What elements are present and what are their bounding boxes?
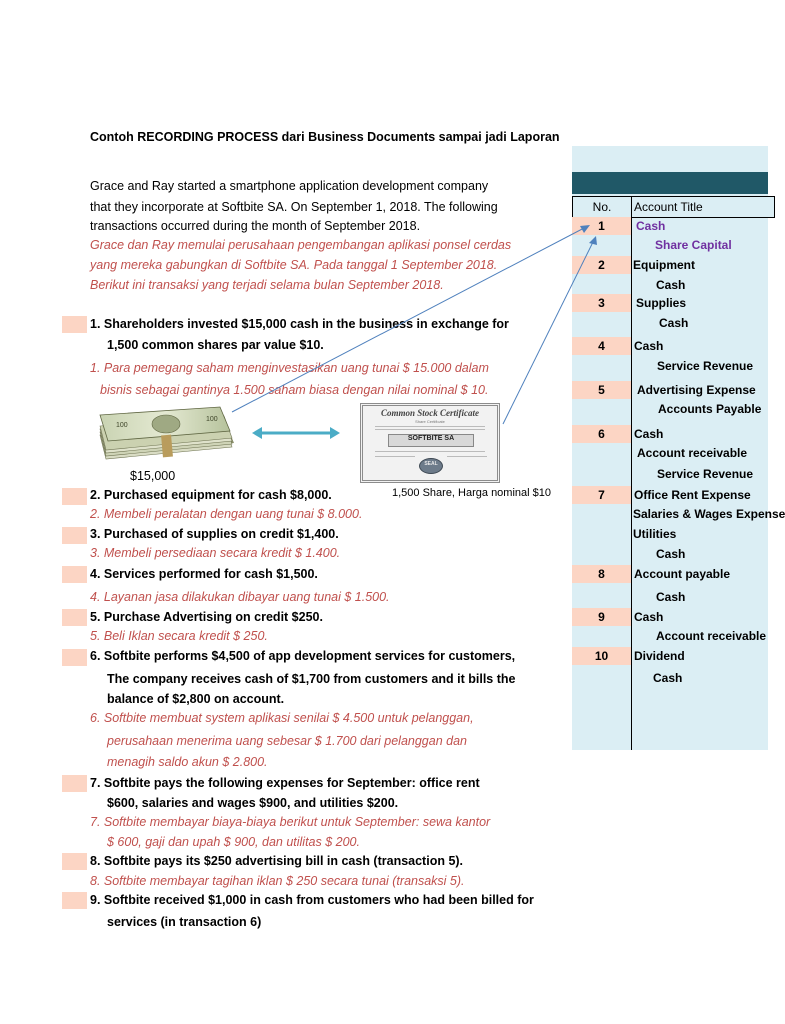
transaction-1-en-line-2: 1,500 common shares par value $10. — [107, 338, 324, 352]
journal-account: Cash — [634, 610, 664, 624]
arrow-head-icon — [589, 236, 597, 245]
transaction-7-id-line-2: $ 600, gaji dan upah $ 900, dan utilitas $ 200. — [107, 835, 360, 849]
journal-account: Cash — [636, 219, 666, 233]
journal-account: Supplies — [636, 296, 687, 310]
intro-en-line-2: that they incorporate at Softbite SA. On September 1, 2018. The following — [90, 200, 498, 214]
svg-text:100: 100 — [206, 416, 218, 423]
journal-account: Salaries & Wages Expense — [633, 507, 785, 521]
transaction-3-en: 3. Purchased of supplies on credit $1,400. — [90, 527, 339, 541]
journal-account: Service Revenue — [657, 359, 754, 373]
transaction-6-en-line-2: The company receives cash of $1,700 from customers and it bills the — [107, 672, 516, 686]
journal-account: Cash — [656, 547, 686, 561]
journal-account: Office Rent Expense — [634, 488, 751, 502]
journal-account: Advertising Expense — [637, 383, 756, 397]
transaction-6-en-line-1: 6. Softbite performs $4,500 of app development services for customers, — [90, 649, 516, 663]
transaction-9-en-line-1: 9. Softbite received $1,000 in cash from customers who had been billed for — [90, 893, 534, 907]
intro-id-line-2: yang mereka gabungkan di Softbite SA. Pada tanggal 1 September 2018. — [90, 258, 498, 272]
journal-row-no: 9 — [598, 610, 605, 624]
certificate-title: Common Stock Certificate — [381, 408, 479, 418]
journal-account: Cash — [659, 316, 689, 330]
journal-account: Cash — [656, 590, 686, 604]
money-caption: $15,000 — [130, 469, 176, 483]
transaction-6-id-line-3: menagih saldo akun $ 2.800. — [107, 755, 268, 769]
transaction-2-id: 2. Membeli peralatan dengan uang tunai $ 8.000. — [90, 507, 363, 521]
page-title: Contoh RECORDING PROCESS dari Business Documents sampai jadi Laporan — [90, 130, 560, 144]
transaction-2-en: 2. Purchased equipment for cash $8,000. — [90, 488, 332, 502]
transaction-5-id: 5. Beli Iklan secara kredit $ 250. — [90, 629, 268, 643]
journal-account: Accounts Payable — [658, 402, 762, 416]
certificate-subtitle: Share Certificate — [415, 419, 445, 424]
transaction-3-id: 3. Membeli persediaan secara kredit $ 1.400. — [90, 546, 341, 560]
journal-row-no: 4 — [598, 339, 605, 353]
certificate-caption: 1,500 Share, Harga nominal $10 — [392, 487, 551, 499]
journal-account: Equipment — [633, 258, 695, 272]
journal-row-no: 3 — [598, 296, 605, 310]
transaction-1-en-line-1: 1. Shareholders invested $15,000 cash in the business in exchange for — [90, 317, 509, 331]
certificate-seal: SEAL — [424, 461, 438, 467]
journal-row-no: 10 — [594, 649, 609, 663]
transaction-9-en-line-2: services (in transaction 6) — [107, 915, 262, 929]
journal-row-no: 6 — [598, 427, 605, 441]
transaction-7-en-line-1: 7. Softbite pays the following expenses for September: office rent — [90, 776, 480, 790]
journal-account: Cash — [656, 278, 686, 292]
journal-account: Account receivable — [656, 629, 767, 643]
journal-row-no: 1 — [598, 219, 605, 233]
transaction-1-id-line-1: 1. Para pemegang saham menginvestasikan uang tunai $ 15.000 dalam — [90, 361, 489, 375]
journal-account: Cash — [653, 671, 683, 685]
transaction-6-id-line-1: 6. Softbite membuat system aplikasi senilai $ 4.500 untuk pelanggan, — [90, 711, 474, 725]
journal-account: Account receivable — [637, 446, 748, 460]
intro-en-line-1: Grace and Ray started a smartphone application development company — [90, 179, 489, 193]
journal-account: Cash — [634, 427, 664, 441]
journal-account: Cash — [634, 339, 664, 353]
transaction-5-en: 5. Purchase Advertising on credit $250. — [90, 610, 323, 624]
intro-id-line-1: Grace dan Ray memulai perusahaan pengembangan aplikasi ponsel cerdas — [90, 238, 512, 252]
intro-id-line-3: Berikut ini transaksi yang terjadi selama bulan September 2018. — [90, 278, 444, 292]
transaction-4-id: 4. Layanan jasa dilakukan dibayar uang tunai $ 1.500. — [90, 590, 390, 604]
transaction-8-en: 8. Softbite pays its $250 advertising bill in cash (transaction 5). — [90, 854, 464, 868]
journal-account: Account payable — [634, 567, 731, 581]
transaction-7-id-line-1: 7. Softbite membayar biaya-biaya berikut untuk September: sewa kantor — [90, 815, 491, 829]
transaction-8-id: 8. Softbite membayar tagihan iklan $ 250 secara tunai (transaksi 5). — [90, 874, 465, 888]
journal-col-no: No. — [572, 196, 632, 218]
transaction-4-en: 4. Services performed for cash $1,500. — [90, 567, 318, 581]
journal-account: Service Revenue — [657, 467, 754, 481]
certificate-company: SOFTBITE SA — [407, 435, 455, 442]
journal-account: Share Capital — [655, 238, 732, 252]
journal-account: Dividend — [634, 649, 685, 663]
journal-col-account: Account Title — [631, 196, 775, 218]
journal-row-no: 8 — [598, 567, 605, 581]
journal-row-no: 5 — [598, 383, 605, 397]
transaction-1-id-line-2: bisnis sebagai gantinya 1.500 saham biasa dengan nilai nominal $ 10. — [100, 383, 489, 397]
journal-account: Utilities — [633, 527, 677, 541]
journal-row-no: 7 — [598, 488, 605, 502]
svg-text:100: 100 — [116, 422, 128, 429]
transaction-6-en-line-3: balance of $2,800 on account. — [107, 692, 285, 706]
journal-row-no: 2 — [598, 258, 605, 272]
intro-en-line-3: transactions occurred during the month of September 2018. — [90, 219, 421, 233]
transaction-6-id-line-2: perusahaan menerima uang sebesar $ 1.700 dari pelanggan dan — [107, 734, 467, 748]
transaction-7-en-line-2: $600, salaries and wages $900, and utilities $200. — [107, 796, 399, 810]
